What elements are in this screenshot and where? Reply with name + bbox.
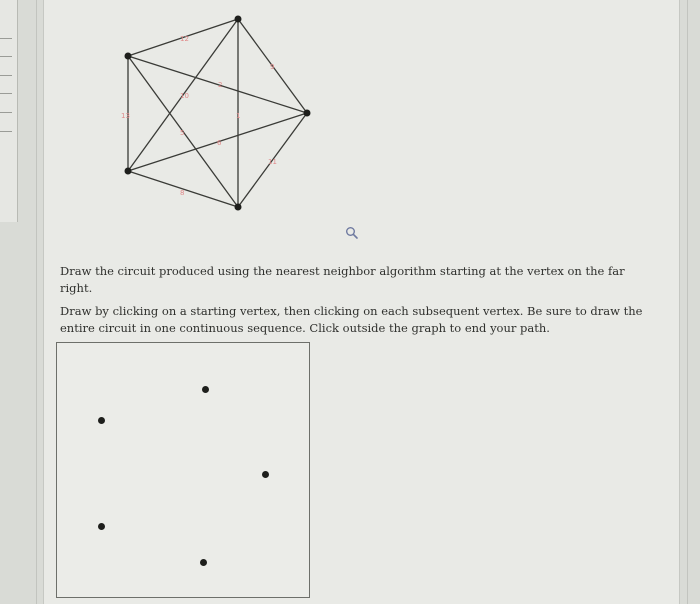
vertex-right [304, 110, 311, 117]
weight-upperleft-lowerleft: 13 [121, 112, 130, 120]
weight-top-lowerleft: 10 [180, 92, 189, 100]
drawing-vertex-lower-left[interactable] [98, 523, 105, 530]
magnifier-icon[interactable] [345, 226, 359, 240]
drawing-vertex-upper-left[interactable] [98, 417, 105, 424]
graph-vertices [125, 16, 311, 211]
graph-drawing-canvas[interactable] [56, 342, 310, 598]
vertex-upper-left [125, 53, 132, 60]
graph-edges [128, 19, 307, 207]
drawing-instructions: Draw by clicking on a starting vertex, then clicking on each subsequent vertex. Be sure to draw the entire circuit in one continuous sequence. Click outside the graph to end your path. [60, 304, 643, 335]
vertex-lower-left [125, 168, 132, 175]
weight-upperleft-right: 2 [218, 81, 223, 89]
weighted-graph-figure [0, 0, 700, 230]
drawing-vertex-bottom[interactable] [200, 559, 207, 566]
drawing-vertex-right[interactable] [262, 471, 269, 478]
vertex-top [235, 16, 242, 23]
weight-lowerleft-right: 6 [217, 139, 222, 147]
weight-upperleft-bottom: 5 [180, 129, 185, 137]
weight-right-bottom: 11 [268, 158, 277, 166]
weight-top-upperleft: 12 [180, 35, 189, 43]
edge-weight-labels [121, 35, 277, 197]
weight-top-bottom: 1 [236, 112, 241, 120]
drawing-vertex-top[interactable] [202, 386, 209, 393]
question-prompt: Draw the circuit produced using the nearest neighbor algorithm starting at the vertex on the far right. [60, 264, 625, 295]
weight-lowerleft-bottom: 8 [180, 189, 185, 197]
weight-top-right: 9 [270, 63, 275, 71]
vertex-bottom [235, 204, 242, 211]
